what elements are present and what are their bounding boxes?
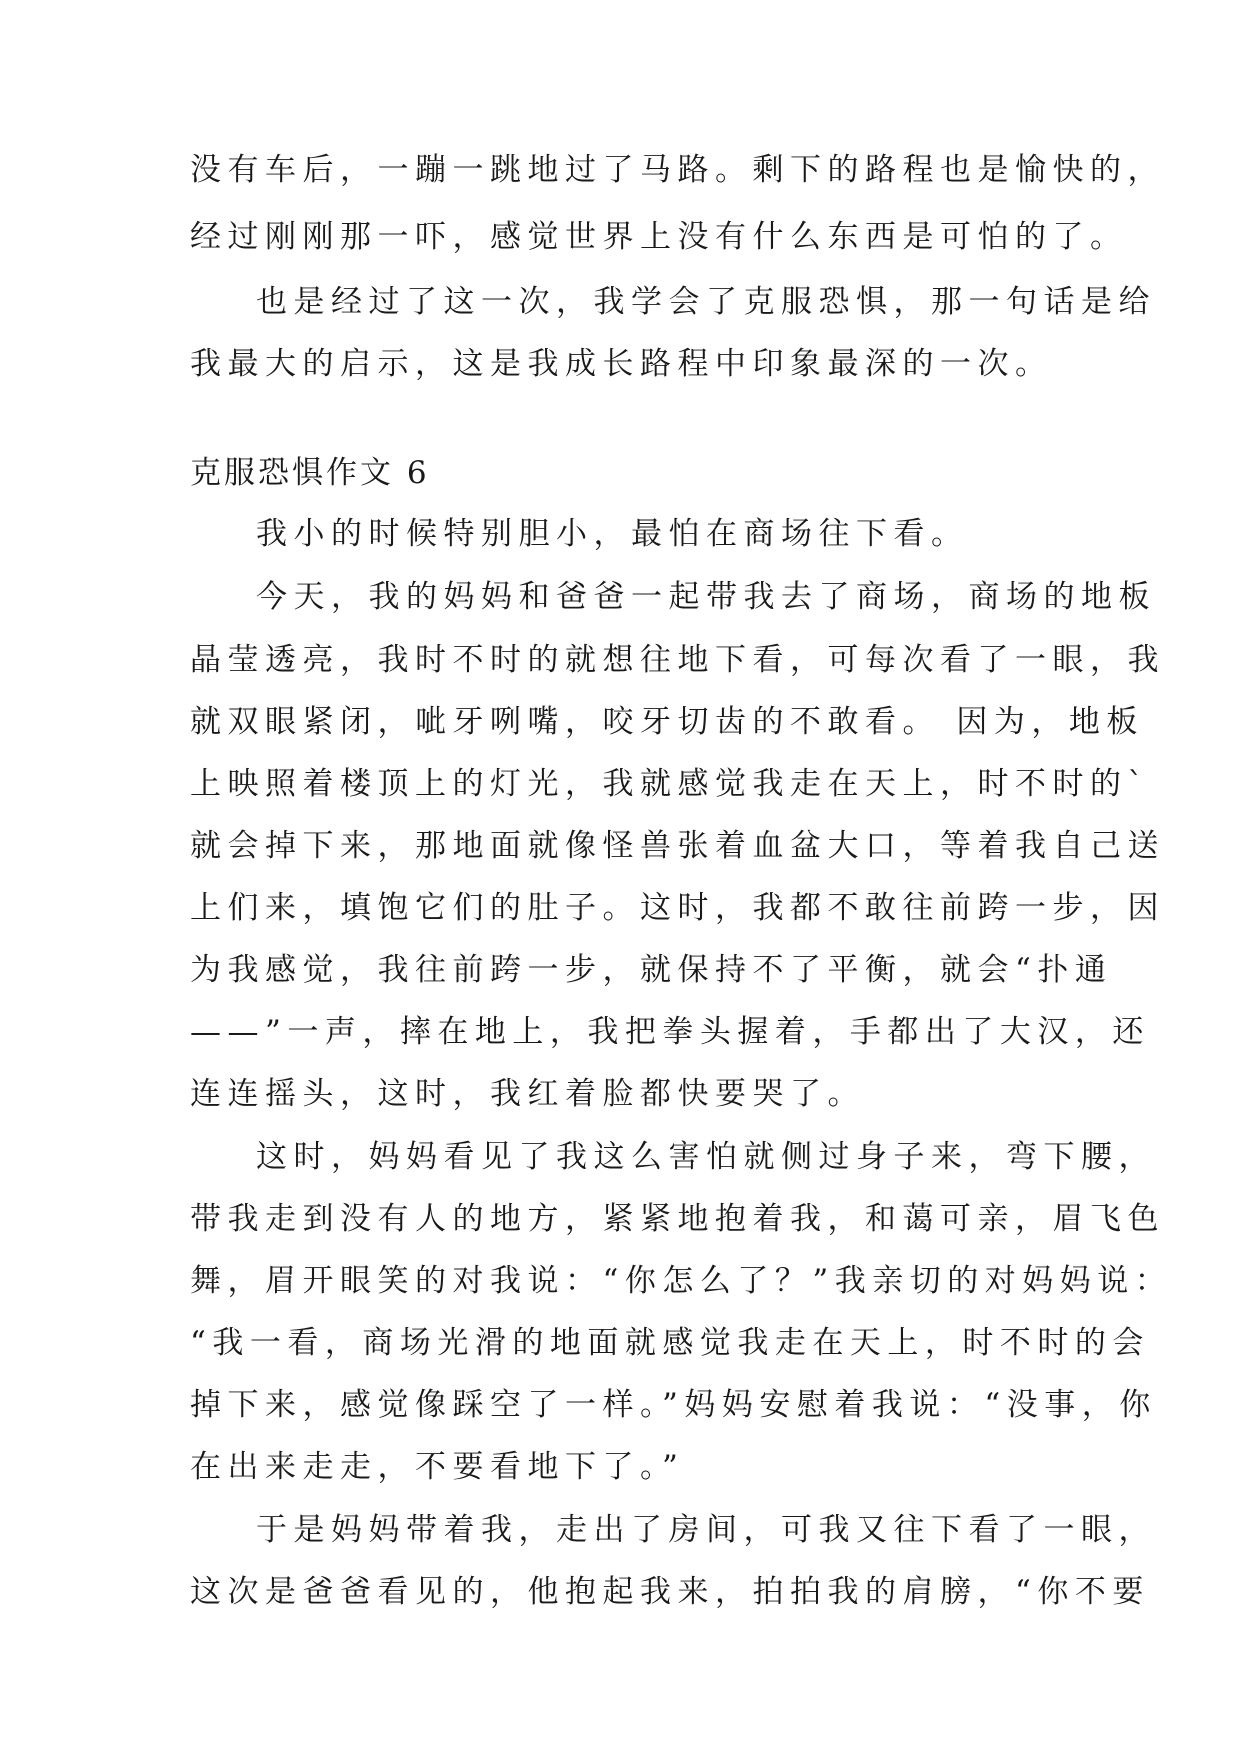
- paragraph-line: 连连摇头，这时，我红着脸都快要哭了。: [190, 1076, 865, 1112]
- paragraph-line: 晶莹透亮，我时不时的就想往地下看，可每次看了一眼，我: [190, 642, 1165, 678]
- section-heading: 克服恐惧作文 6: [190, 455, 430, 491]
- paragraph-line: 就会掉下来，那地面就像怪兽张着血盆大口，等着我自己送: [190, 828, 1165, 864]
- paragraph-line: 上们来，填饱它们的肚子。这时，我都不敢往前跨一步，因: [190, 890, 1165, 926]
- paragraph-line: ——”一声，摔在地上，我把拳头握着，手都出了大汉，还: [190, 1014, 1150, 1050]
- paragraph-line: 上映照着楼顶上的灯光，我就感觉我走在天上，时不时的`: [190, 766, 1150, 802]
- paragraph-line: 在出来走走，不要看地下了。”: [190, 1449, 685, 1485]
- paragraph-line: 今天，我的妈妈和爸爸一起带我去了商场，商场的地板: [256, 579, 1156, 615]
- paragraph-line: 就双眼紧闭，呲牙咧嘴，咬牙切齿的不敢看。 因为，地板: [190, 704, 1144, 740]
- paragraph-line: 我小的时候特别胆小，最怕在商场往下看。: [256, 516, 969, 552]
- paragraph-line: 我最大的启示，这是我成长路程中印象最深的一次。: [190, 346, 1053, 382]
- paragraph-line: 掉下来，感觉像踩空了一样。”妈妈安慰着我说：“没事，你: [190, 1387, 1157, 1423]
- paragraph-line: 没有车后，一蹦一跳地过了马路。剩下的路程也是愉快的，: [190, 152, 1165, 188]
- paragraph-line: 为我感觉，我往前跨一步，就保持不了平衡，就会“扑通: [190, 952, 1113, 988]
- paragraph-line: 也是经过了这一次，我学会了克服恐惧，那一句话是给: [256, 284, 1156, 320]
- paragraph-line: 这次是爸爸看见的，他抱起我来，拍拍我的肩膀，“你不要: [190, 1574, 1150, 1610]
- paragraph-line: 经过刚刚那一吓，感觉世界上没有什么东西是可怕的了。: [190, 219, 1128, 255]
- paragraph-line: 舞，眉开眼笑的对我说：“你怎么了？”我亲切的对妈妈说：: [190, 1263, 1173, 1299]
- paragraph-line: 于是妈妈带着我，走出了房间，可我又往下看了一眼，: [256, 1512, 1156, 1548]
- paragraph-line: 这时，妈妈看见了我这么害怕就侧过身子来，弯下腰，: [256, 1139, 1156, 1175]
- paragraph-line: “我一看，商场光滑的地面就感觉我走在天上，时不时的会: [190, 1325, 1150, 1361]
- paragraph-line: 带我走到没有人的地方，紧紧地抱着我，和蔼可亲，眉飞色: [190, 1201, 1165, 1237]
